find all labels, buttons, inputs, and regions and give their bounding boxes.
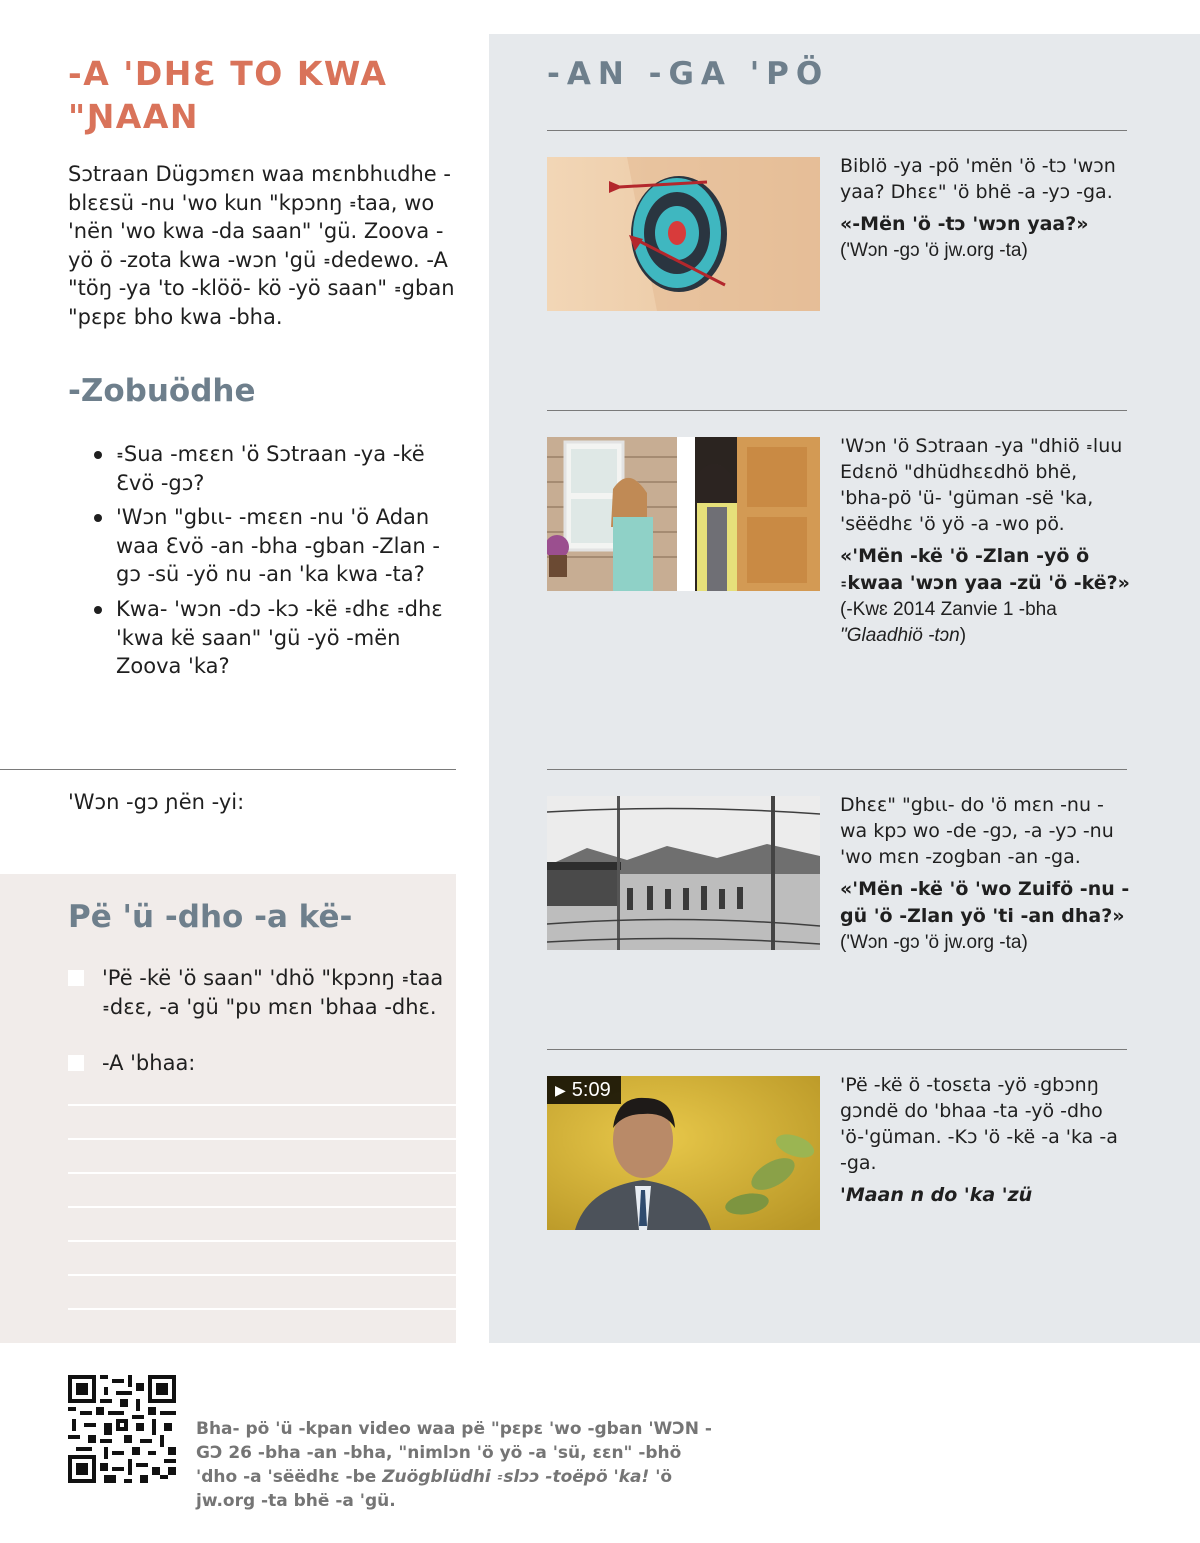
article-source: ('Wɔn -gɔ 'ö jw.org -ta): [840, 240, 1028, 261]
checklist-label: 'Pë -kë 'ö saan" 'dhö "kpɔnŋ ꞊taa ꞊dɛɛ, -a 'gü "pʋ mɛn 'bhaa -dhɛ.: [102, 966, 444, 1019]
entry-reference[interactable]: [840, 1182, 1130, 1209]
questions-heading: -Zobuödhe: [68, 373, 256, 409]
writing-line[interactable]: [68, 1240, 456, 1242]
divider: [547, 410, 1127, 411]
play-icon[interactable]: ▶: [555, 1082, 566, 1098]
footer-note: [196, 1417, 716, 1513]
writing-line[interactable]: [68, 1104, 456, 1106]
entry-reference[interactable]: [840, 211, 1130, 264]
entry-3-text: [840, 792, 1130, 956]
question-item: Kwa- 'wɔn -dɔ -kɔ -kë ꞊dhɛ ꞊dhɛ 'kwa kë saan" 'gü -yö -mën Zoova 'ka?: [92, 595, 456, 681]
divider: [547, 769, 1127, 770]
magazine-name: "Glaadhiö -tɔn: [840, 625, 960, 646]
divider: [0, 769, 456, 770]
entry-description: 'Pë -kë ö -tosɛta -yö ꞊gbɔnŋ gɔndë do 'bhaa -ta -yö -dho 'ö-'güman. -Kɔ 'ö -kë -a 'ka -a -ga.: [840, 1074, 1118, 1174]
footer-text-end: 'ö jw.org -ta bhë -a 'gü.: [196, 1467, 673, 1511]
checklist-item-goal[interactable]: [68, 964, 448, 1021]
checklist-item-other[interactable]: [68, 1049, 448, 1078]
divider: [547, 1049, 1127, 1050]
page-title: -A 'DHƐ TO KWA "ƝAAN: [68, 54, 388, 136]
video-title-link[interactable]: 'Maan n do 'ka 'zü: [840, 1184, 1033, 1206]
writing-line[interactable]: [68, 1308, 456, 1310]
target-arrows-image[interactable]: [547, 157, 820, 311]
entry-reference[interactable]: [840, 876, 1130, 956]
door-visit-image[interactable]: [547, 437, 820, 591]
footer-text: Bha- pö 'ü -kpan video waa pë "pɛpɛ 'wo -gban 'WƆN -GƆ 26 -bha -an -bha, "nimlɔn 'ö yö -a 'sü, ɛɛn" -bhö 'dho -a 'sëëdhɛ -be: [196, 1419, 712, 1487]
article-source: ('Wɔn -gɔ 'ö jw.org -ta): [840, 932, 1028, 953]
intro-paragraph: Sɔtraan Dügɔmɛn waa mɛnbhɩɩdhe -blɛɛsü -nu 'wo kun "kpɔnŋ ꞊taa, wo 'nën 'wo kwa -da saan" 'gü. Zoova -yö ö -zota kwa -wɔn 'gü ꞊dedewo. -A "töŋ -ya 'to -klöö- kö -yö saan" ꞊gban "pɛpɛ bho kwa -bha.: [68, 162, 455, 329]
also-read-label: 'Wɔn -gɔ ɲën -yi:: [68, 790, 245, 814]
notes-heading: Pë 'ü -dho -a kë-: [68, 899, 353, 935]
entry-description: Dhɛɛ" "gbɩɩ- do 'ö mɛn -nu -wa kpɔ wo -de -gɔ, -a -yɔ -nu 'wo mɛn -zogban -an -ga.: [840, 794, 1114, 868]
explore-heading: -AN -GA 'PÖ: [547, 56, 830, 92]
entry-4-text: [840, 1072, 1130, 1209]
article-source: (-Kwɛ 2014 Zanvie 1 -bha: [840, 599, 1057, 620]
article-title-link[interactable]: «-Mën 'ö -tɔ 'wɔn yaa?»: [840, 213, 1089, 235]
notes-box: [0, 874, 456, 1343]
divider: [547, 130, 1127, 131]
checkbox[interactable]: [68, 970, 84, 986]
entry-reference[interactable]: [840, 543, 1130, 649]
writing-line[interactable]: [68, 1172, 456, 1174]
prison-camp-image[interactable]: [547, 796, 820, 950]
entry-1-text: [840, 153, 1130, 264]
entry-description: Biblö -ya -pö 'mën 'ö -tɔ 'wɔn yaa? Dhɛɛ" 'ö bhë -a -yɔ -ga.: [840, 155, 1116, 203]
checkbox[interactable]: [68, 1055, 84, 1071]
questions-list: [92, 440, 456, 687]
brochure-title: Zuögblüdhi ꞊slɔɔ -toëpö 'ka!: [382, 1467, 650, 1487]
entry-description: 'Wɔn 'ö Sɔtraan -ya "dhiö ꞊luu Edɛnö "dhüdhɛɛdhö bhë, 'bha-pö 'ü- 'güman -së 'ka, 'sëëdhɛ 'ö yö -a -wo pö.: [840, 435, 1123, 535]
question-item: 'Wɔn "gbɩɩ- -mɛɛn -nu 'ö Adan waa Ɛvö -an -bha -gban -Zlan -gɔ -sü -yö nu -an 'ka kwa -ta?: [92, 503, 456, 589]
video-interview-image[interactable]: [547, 1076, 820, 1230]
video-duration-badge[interactable]: [547, 1076, 621, 1104]
article-title-link[interactable]: «'Mën -kë 'ö -Zlan -yö ö ꞊kwaa 'wɔn yaa -zü 'ö -kë?»: [840, 545, 1130, 594]
qr-code-icon[interactable]: [68, 1375, 176, 1483]
duration-text: 5:09: [571, 1079, 611, 1101]
writing-line[interactable]: [68, 1138, 456, 1140]
checklist-label: -A 'bhaa:: [102, 1051, 196, 1075]
question-item: ꞊Sua -mɛɛn 'ö Sɔtraan -ya -kë Ɛvö -gɔ?: [92, 440, 456, 497]
article-source-end: ): [959, 625, 967, 646]
entry-2-text: [840, 433, 1130, 649]
article-title-link[interactable]: «'Mën -kë 'ö 'wo Zuifö -nu -gü 'ö -Zlan yö 'ti -an dha?»: [840, 878, 1130, 927]
writing-line[interactable]: [68, 1206, 456, 1208]
writing-line[interactable]: [68, 1274, 456, 1276]
